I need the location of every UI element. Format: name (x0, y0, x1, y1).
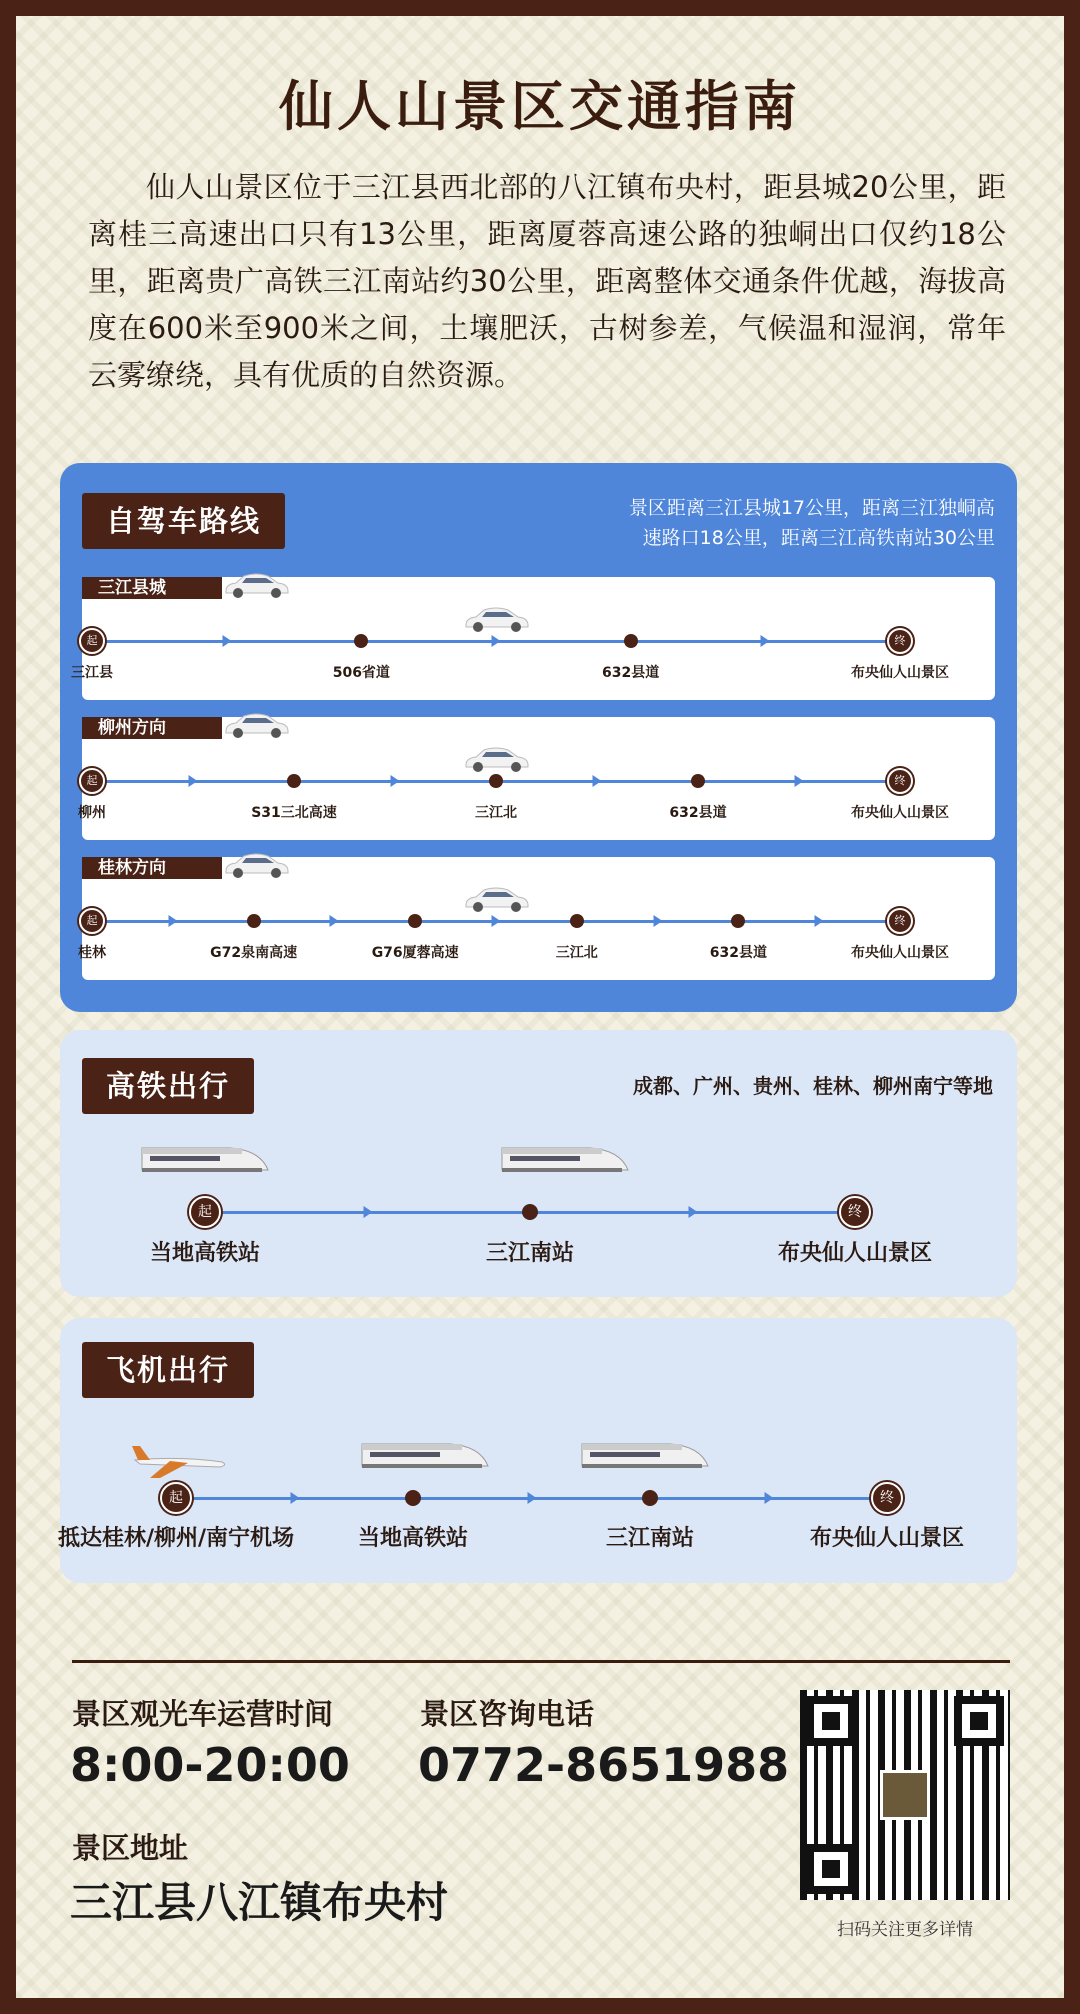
qr-finder (806, 1696, 856, 1746)
stop-label: 三江南站 (485, 1241, 575, 1266)
note-line: 景区距离三江县城17公里，距离三江独峒高 (628, 497, 995, 519)
self-drive-tag: 自驾车路线 (82, 493, 285, 549)
train-icon (360, 1436, 490, 1480)
direction-arrow-icon (330, 915, 339, 927)
stop-label: 632县道 (669, 805, 727, 821)
car-icon (462, 885, 530, 917)
stop-label: 当地高铁站 (357, 1526, 469, 1551)
stop-label: 抵达桂林/柳州/南宁机场 (57, 1526, 295, 1551)
stop-label: G76厦蓉高速 (371, 945, 459, 961)
phone-value[interactable]: 0772-8651988 (418, 1738, 790, 1792)
direction-arrow-icon (527, 1492, 536, 1504)
direction-arrow-icon (222, 635, 231, 647)
stop-label: 三江南站 (605, 1526, 695, 1551)
route-card (71, 577, 995, 700)
direction-arrow-icon (815, 915, 824, 927)
stop-dot (405, 1490, 421, 1506)
qr-logo (880, 1770, 930, 1820)
stop-dot (570, 914, 584, 928)
stop-dot (354, 634, 368, 648)
stop-label: 506省道 (332, 665, 390, 681)
direction-arrow-icon (688, 1206, 697, 1218)
stop-label: 布央仙人山景区 (851, 945, 949, 961)
stop-label: S31三北高速 (251, 805, 337, 821)
stop-dot (247, 914, 261, 928)
stop-dot (642, 1490, 658, 1506)
stop-dot (691, 774, 705, 788)
direction-arrow-icon (593, 775, 602, 787)
stop-dot (624, 634, 638, 648)
direction-arrow-icon (189, 775, 198, 787)
address-label: 景区地址 (72, 1831, 189, 1865)
flight-panel (57, 1318, 1017, 1583)
intro-paragraph: 仙人山景区位于三江县西北部的八江镇布央村，距县城20公里，距离桂三高速出口只有13公里，距离厦蓉高速公路的独峒出口仅约18公里，距离贵广高铁三江南站约30公里，距离整体交通条件优越，海拔高度在600米至900米之间，土壤肥沃，古树参差，气候温和湿润，常年云雾缭绕，具有优质的自然资源。 (88, 170, 1006, 392)
route-card (78, 717, 995, 840)
divider (72, 1660, 1010, 1663)
car-icon (222, 711, 290, 743)
car-icon (222, 851, 290, 883)
stop-label: 桂林 (78, 945, 106, 961)
note-line: 速路口18公里，距离三江高铁南站30公里 (642, 527, 995, 549)
flight-route (57, 1318, 1017, 1583)
start-marker: 起 (160, 1482, 192, 1514)
stop-dot (287, 774, 301, 788)
direction-arrow-icon (653, 915, 662, 927)
qr-caption: 扫码关注更多详情 (837, 1920, 973, 1940)
stop-label: 632县道 (709, 945, 768, 961)
stop-label: G72泉南高速 (210, 945, 298, 961)
start-marker: 起 (79, 768, 105, 794)
hours-value: 8:00-20:00 (70, 1738, 350, 1792)
direction-arrow-icon (290, 1492, 299, 1504)
stop-label: 柳州 (78, 805, 106, 821)
qr-finder (954, 1696, 1004, 1746)
stop-dot (522, 1204, 538, 1220)
route-card (78, 857, 995, 980)
train-icon (500, 1140, 630, 1184)
rail-destinations: 成都、广州、贵州、桂林、柳州南宁等地 (633, 1074, 993, 1098)
qr-code[interactable] (800, 1690, 1010, 1900)
car-icon (462, 745, 530, 777)
direction-arrow-icon (795, 775, 804, 787)
direction-arrow-icon (764, 1492, 773, 1504)
train-icon (580, 1436, 710, 1480)
stop-label: 三江北 (475, 805, 517, 821)
flight-tag: 飞机出行 (82, 1342, 254, 1398)
stop-label: 三江北 (555, 945, 598, 961)
direction-arrow-icon (168, 915, 177, 927)
direction-arrow-icon (391, 775, 400, 787)
self-drive-note (629, 493, 995, 553)
stop-label: 632县道 (602, 665, 660, 681)
address-value: 三江县八江镇布央村 (70, 1878, 449, 1927)
end-marker: 终 (887, 908, 913, 934)
stop-label: 三江县 (71, 665, 113, 681)
direction-arrow-icon (363, 1206, 372, 1218)
stop-label: 布央仙人山景区 (851, 805, 949, 821)
self-drive-panel (60, 463, 1017, 1012)
rail-route (60, 1030, 1017, 1297)
route-name: 桂林方向 (82, 857, 222, 879)
car-icon (462, 605, 530, 637)
end-marker: 终 (887, 628, 913, 654)
train-icon (140, 1140, 270, 1184)
plane-icon (130, 1440, 230, 1484)
stop-label: 布央仙人山景区 (851, 665, 949, 681)
end-marker: 终 (887, 768, 913, 794)
stop-label: 布央仙人山景区 (777, 1241, 933, 1266)
route-name: 三江县城 (82, 577, 222, 599)
rail-tag: 高铁出行 (82, 1058, 254, 1114)
start-marker: 起 (79, 628, 105, 654)
start-marker: 起 (79, 908, 105, 934)
car-icon (222, 571, 290, 603)
end-marker: 终 (839, 1196, 871, 1228)
route-name: 柳州方向 (82, 717, 222, 739)
qr-finder (806, 1844, 856, 1894)
stop-dot (408, 914, 422, 928)
stop-dot (731, 914, 745, 928)
page-title: 仙人山景区交通指南 (279, 75, 801, 138)
rail-panel (60, 1030, 1017, 1297)
hours-label: 景区观光车运营时间 (72, 1697, 334, 1731)
stop-label: 当地高铁站 (149, 1241, 261, 1266)
stop-label: 布央仙人山景区 (809, 1526, 965, 1551)
end-marker: 终 (871, 1482, 903, 1514)
phone-label: 景区咨询电话 (420, 1697, 595, 1731)
start-marker: 起 (189, 1196, 221, 1228)
direction-arrow-icon (761, 635, 770, 647)
